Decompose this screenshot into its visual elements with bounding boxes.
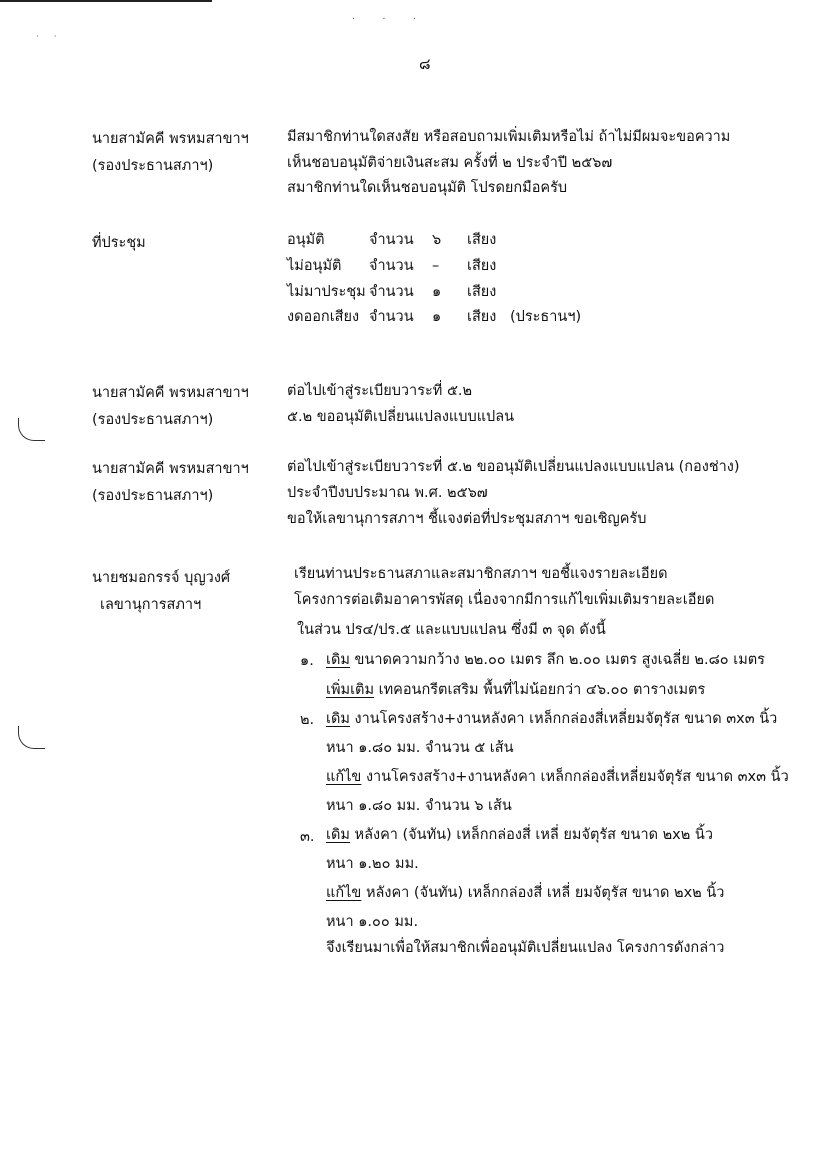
vote-unit: จำนวน	[369, 284, 414, 300]
vote-label: งดออกเสียง	[287, 309, 360, 325]
vote-note: (ประธานฯ)	[510, 309, 582, 325]
text-line: ขอให้เลขานุการสภาฯ ชี้แจงต่อที่ประชุมสภาฯ ขอเชิญครับ	[287, 511, 647, 527]
item-revised-cont: หนา ๑.๘๐ มม. จำนวน ๖ เส้น	[326, 798, 512, 814]
text-line: สมาชิกท่านใดเห็นชอบอนุมัติ โปรดยกมือครับ	[287, 180, 568, 196]
page-number: ๘	[419, 55, 431, 73]
item-original-line	[326, 653, 765, 668]
vote-suffix: เสียง	[467, 258, 497, 274]
item-number: ๑.	[300, 653, 314, 669]
item-number: ๓.	[300, 829, 315, 845]
item-original-text: งานโครงสร้าง+งานหลังคา เหล็กกล่องสี่เหลี่ยมจัตุรัส ขนาด ๓x๓ นิ้ว	[349, 711, 778, 727]
vote-count: –	[432, 258, 440, 274]
text-line: ๕.๒ ขออนุมัติเปลี่ยนแปลงแบบแปลน	[287, 409, 515, 425]
text-line: โครงการต่อเติมอาคารพัสดุ เนื่องจากมีการแก้ไขเพิ่มเติมรายละเอียด	[294, 592, 715, 608]
text-line: ต่อไปเข้าสู่ระเบียบวาระที่ ๕.๒ ขออนุมัติเปลี่ยนแปลงแบบแปลน (กองช่าง)	[287, 459, 740, 475]
item-original-text: ขนาดความกว้าง ๒๒.๐๐ เมตร ลึก ๒.๐๐ เมตร สูงเฉลี่ย ๒.๘๐ เมตร	[349, 652, 765, 668]
item-revised-text: งานโครงสร้าง+งานหลังคา เหล็กกล่องสี่เหลี่ยมจัตุรัส ขนาด ๓x๓ นิ้ว	[361, 769, 789, 785]
item-revised-tag: แก้ไข	[326, 885, 362, 901]
speaker-role: เลขานุการสภาฯ	[100, 596, 202, 613]
vote-suffix: เสียง	[467, 309, 497, 325]
vote-label: ไม่มาประชุม	[287, 284, 366, 300]
text-line: ประจำปีงบประมาณ พ.ศ. ๒๕๖๗	[287, 485, 488, 501]
vote-suffix: เสียง	[467, 284, 497, 300]
item-revised-tag: แก้ไข	[326, 769, 362, 785]
speaker-name: ที่ประชุม	[92, 235, 146, 251]
item-original-text: หลังคา (จันทัน) เหล็กกล่องสี่ เหลี่ ยมจัตุรัส ขนาด ๒x๒ นิ้ว	[349, 827, 713, 843]
text-line: มีสมาชิกท่านใดสงสัย หรือสอบถามเพิ่มเติมหรือไม่ ถ้าไม่มีผมจะขอความ	[287, 129, 731, 145]
item-number: ๒.	[300, 712, 315, 728]
speaker-role: (รองประธานสภาฯ)	[92, 157, 214, 174]
item-original-line	[326, 828, 713, 843]
item-original-tag: เดิม	[326, 711, 350, 727]
vote-count: ๑	[432, 309, 442, 325]
top-rule	[0, 0, 212, 2]
item-revised-tag: เพิ่มเติม	[326, 682, 375, 698]
vote-label: อนุมัติ	[287, 232, 325, 248]
item-revised-text: หลังคา (จันทัน) เหล็กกล่องสี่ เหลี่ ยมจัตุรัส ขนาด ๒x๒ นิ้ว	[361, 885, 725, 901]
vote-suffix: เสียง	[467, 232, 497, 248]
item-revised-cont: หนา ๑.๐๐ มม.	[326, 914, 419, 930]
item-original-line	[326, 712, 777, 727]
speaker-name: นายสามัคคี พรหมสาขาฯ	[92, 385, 249, 401]
item-revised-line	[326, 886, 724, 901]
text-line: ในส่วน ปร๔/ปร.๕ และแบบแปลน ซึ่งมี ๓ จุด ดังนี้	[297, 622, 606, 638]
item-original-tag: เดิม	[326, 827, 350, 843]
scan-specks: · · ·	[352, 14, 428, 25]
vote-unit: จำนวน	[369, 258, 414, 274]
vote-unit: จำนวน	[369, 309, 414, 325]
speaker-name: นายสามัคคี พรหมสาขาฯ	[92, 131, 249, 147]
speaker-block-5	[92, 571, 277, 612]
speaker-block-3	[92, 386, 277, 427]
item-revised-line	[326, 770, 789, 785]
text-line: ต่อไปเข้าสู่ระเบียบวาระที่ ๕.๒	[287, 383, 473, 399]
item-revised-line	[326, 683, 705, 698]
vote-count: ๖	[432, 232, 442, 248]
scan-specks-left: · ·	[36, 32, 63, 42]
text-line: เรียนท่านประธานสภาและสมาชิกสภาฯ ขอชี้แจงรายละเอียด	[294, 566, 668, 582]
item-original-cont: หนา ๑.๒๐ มม.	[326, 856, 419, 872]
vote-unit: จำนวน	[369, 232, 414, 248]
text-line: เห็นชอบอนุมัติจ่ายเงินสะสม ครั้งที่ ๒ ประจำปี ๒๕๖๗	[287, 155, 613, 171]
vote-count: ๑	[432, 284, 442, 300]
speaker-role: (รองประธานสภาฯ)	[92, 411, 214, 428]
speaker-role: (รองประธานสภาฯ)	[92, 487, 214, 504]
speaker-name: นายสามัคคี พรหมสาขาฯ	[92, 461, 249, 477]
margin-pen-mark	[18, 726, 45, 749]
closing-line: จึงเรียนมาเพื่อให้สมาชิกเพื่ออนุมัติเปลี่ยนแปลง โครงการดังกล่าว	[326, 940, 725, 956]
item-revised-text: เทคอนกรีตเสริม พื้นที่ไม่น้อยกว่า ๔๖.๐๐ ตารางเมตร	[374, 682, 706, 698]
speaker-name: นายชมอกรรจ์ บุญวงศ์	[92, 570, 231, 586]
speaker-block-4	[92, 462, 277, 503]
speaker-block-1	[92, 132, 277, 173]
vote-label: ไม่อนุมัติ	[287, 258, 342, 274]
item-original-cont: หนา ๑.๘๐ มม. จำนวน ๕ เส้น	[326, 740, 514, 756]
item-original-tag: เดิม	[326, 652, 350, 668]
margin-pen-mark	[18, 418, 45, 441]
